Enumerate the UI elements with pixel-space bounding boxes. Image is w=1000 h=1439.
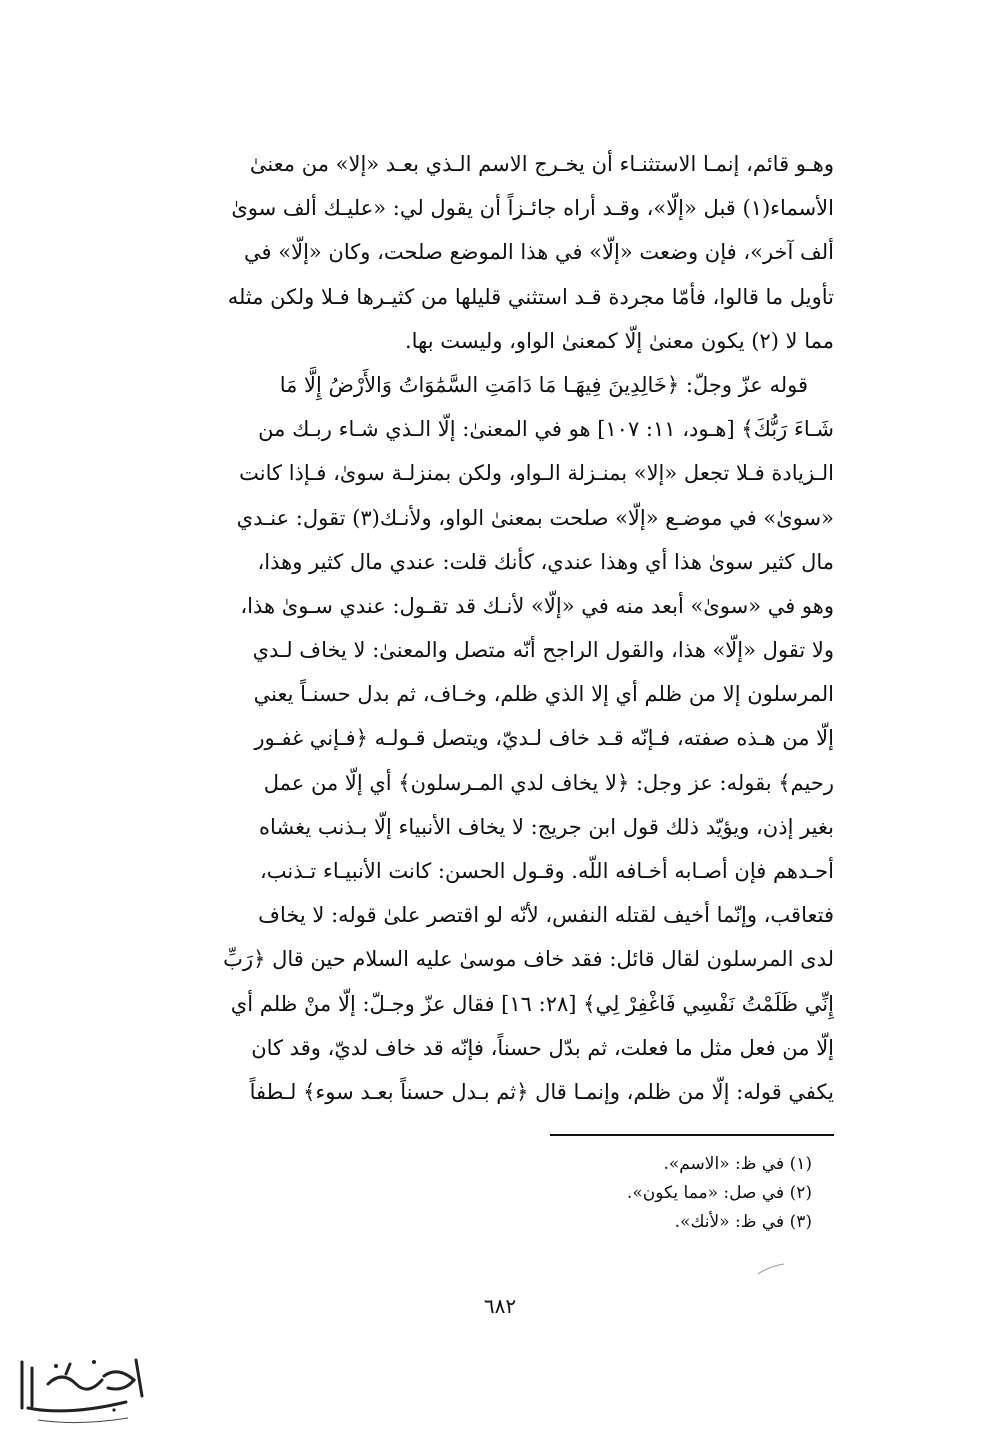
text-line: «سوىٰ» في موضـع «إلّا» صلحت بمعنىٰ الواو، ولأنـك(٣) تقول: عنـدي [236, 505, 834, 530]
text-line: تأويل ما قالوا، فأمّا مجردة قـد استثني قليلها من كثيـرها فـلا ولكن مثله [227, 284, 834, 309]
text-line: وهو في «سوىٰ» أبعد منه في «إلّا» لأنـك قد تقـول: عندي سـوىٰ هذا، [240, 593, 834, 618]
text-line: رحيم﴾ بقوله: عز وجل: ﴿لا يخاف لدي المـرسلون﴾ أي إلّا من عمل [263, 770, 834, 795]
footnotes [400, 1150, 812, 1237]
text-line: مما لا (٢) يكون معنىٰ إلّا كمعنىٰ الواو، وليست بها. [404, 328, 834, 353]
main-text [112, 142, 834, 1114]
text-line: بغير إذن، ويؤيّد ذلك قول ابن جريج: لا يخاف الأنبياء إلّا بـذنب يغشاه [259, 814, 834, 839]
text-line: يكفي قوله: إلّا من ظلم، وإنمـا قال ﴿ثم بـدل حسناً بعـد سوء﴾ لـطفاً [249, 1079, 834, 1104]
text-line: مال كثير سوىٰ هذا أي وهذا عندي، كأنك قلت: عندي مال كثير وهذا، [257, 549, 834, 574]
text-line: شَـاءَ رَبُّكَ﴾ [هـود، ١١: ١٠٧] هو في المعنىٰ: إلّا الـذي شـاء ربـك من [258, 417, 834, 442]
footnote: (٣) في ظ: «لأنك». [674, 1212, 812, 1232]
text-line: وهـو قائم، إنمـا الاستثنـاء أن يخـرج الاسم الـذي بعـد «إلا» من معنىٰ [249, 152, 834, 176]
text-line: ولا تقول «إلّا» هذا، والقول الراجح أنّه متصل والمعنىٰ: لا يخاف لـدي [252, 638, 834, 663]
footnote-separator [550, 1134, 834, 1136]
text-line: أحـدهم فإن أصـابه أخـافه اللّه. وقـول الحسن: كانت الأنبيـاء تـذنب، [260, 859, 834, 883]
text-line: قوله عزّ وجلّ: ﴿خَالِدِينَ فِيهَـا مَا دَامَتِ السَّمَٰوَاتُ وَالأَرْضُ إِلَّا مَا [279, 372, 808, 397]
text-line: المرسلون إلا من ظلم أي إلا الذي ظلم، وخـاف، ثم بدل حسنـاً يعني [253, 682, 834, 707]
text-line: لدى المرسلون لقال قائل: فقد خاف موسىٰ عليه السلام حين قال ﴿رَبِّ [223, 947, 834, 972]
text-line: فتعاقب، وإنّما أخيف لقتله النفس، لأنّه لو اقتصر علىٰ قوله: لا يخاف [258, 903, 834, 928]
text-line: الأسماء(١) قبل «إلّا»، وقـد أراه جائـزاً أن يقول لي: «عليـك ألف سوىٰ [231, 196, 834, 221]
calligraphy-stamp-logo [8, 1350, 158, 1430]
text-line: إِنِّي ظَلَمْتُ نَفْسِي فَاغْفِرْ لِي﴾ [٢٨: ١٦] فقال عزّ وجـلّ: إلّا منْ ظلم أي [230, 991, 834, 1016]
text-line: الـزيادة فـلا تجعل «إلا» بمنـزلة الـواو، ولكن بمنزلـة سوىٰ، فـإذا كانت [239, 461, 834, 486]
text-line: إلّا من هـذه صفته، فـإنّه قـد خاف لـديّ، ويتصل قـولـه ﴿فـإني غفـور [254, 726, 834, 751]
footnote: (١) في ظ: «الاسم». [663, 1154, 812, 1174]
footnote: (٢) في صل: «مما يكون». [626, 1183, 812, 1203]
page-number: ٦٨٢ [483, 1294, 517, 1318]
text-line: ألف آخر»، فإن وضعت «إلّا» في هذا الموضع صلحت، وكان «إلّا» في [244, 240, 834, 265]
text-line: إلّا من فعل مثل ما فعلت، ثم بدّل حسناً، فإنّه قد خاف لديّ، وقد كان [251, 1035, 834, 1060]
pen-stroke-mark [756, 1262, 786, 1276]
